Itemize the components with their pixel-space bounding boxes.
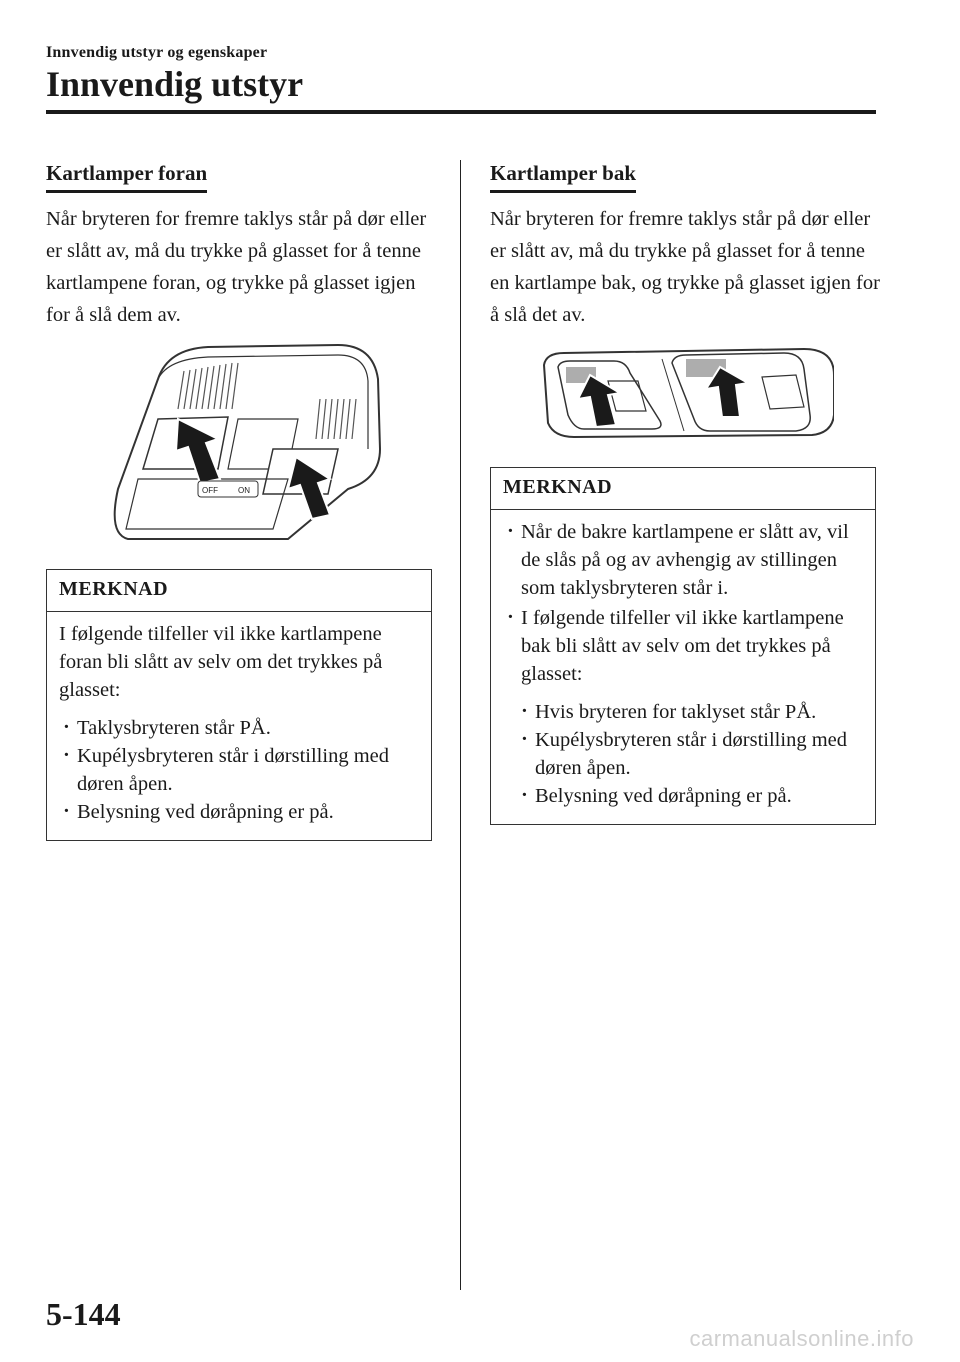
rear-note-sub-bullet: · Hvis bryteren for taklyset står PÅ.	[503, 698, 863, 726]
rear-map-lamp-figure	[490, 339, 880, 449]
column-divider	[460, 160, 461, 1290]
rear-note-box	[490, 467, 876, 825]
section-title-rear: Kartlamper bak	[490, 160, 636, 193]
rear-note-bullet: · Når de bakre kartlampene er slått av, vil de slås på og av avhengig av stillingen som taklysbryteren står i.	[503, 518, 863, 602]
watermark: carmanualsonline.info	[689, 1326, 914, 1351]
front-note-intro: I følgende tilfeller vil ikke kartlampene foran bli slått av selv om det trykkes på glasset:	[59, 623, 383, 701]
page-title: Innvendig utstyr	[46, 64, 304, 104]
front-map-lamp-illustration	[98, 339, 398, 549]
header-rule	[46, 110, 876, 114]
front-note-heading: MERKNAD	[47, 570, 431, 612]
rear-note-bullet: · I følgende tilfeller vil ikke kartlampene bak bli slått av selv om det trykkes på glasset:	[503, 604, 863, 688]
rear-map-lamp-illustration	[534, 345, 834, 445]
rear-note-heading: MERKNAD	[491, 468, 875, 510]
rear-note-sub-bullet: · Belysning ved døråpning er på.	[503, 782, 863, 810]
page-number: 5-144	[46, 1296, 121, 1332]
section-title-front: Kartlamper foran	[46, 160, 207, 193]
front-map-lamp-figure	[46, 339, 436, 551]
rear-note-sub-bullet: · Kupélysbryteren står i dørstilling med døren åpen.	[503, 726, 863, 782]
front-body-text: Når bryteren for fremre taklys står på dør eller er slått av, må du trykke på glasset for å tenne kartlampene foran, og trykke på glasset igjen for å slå dem av.	[46, 208, 427, 326]
on-label: ON	[238, 486, 250, 495]
header-section-label: Innvendig utstyr og egenskaper	[46, 44, 268, 61]
front-note-bullet: · Belysning ved døråpning er på.	[59, 798, 419, 826]
left-column	[46, 160, 436, 841]
right-column	[490, 160, 880, 825]
front-note-bullet: · Taklysbryteren står PÅ.	[59, 714, 419, 742]
front-note-bullet: · Kupélysbryteren står i dørstilling med døren åpen.	[59, 742, 419, 798]
rear-body-text: Når bryteren for fremre taklys står på dør eller er slått av, må du trykke på glasset for å tenne en kartlampe bak, og trykke på glasset igjen for å slå det av.	[490, 208, 880, 326]
off-label: OFF	[202, 486, 218, 495]
front-note-box	[46, 569, 432, 841]
